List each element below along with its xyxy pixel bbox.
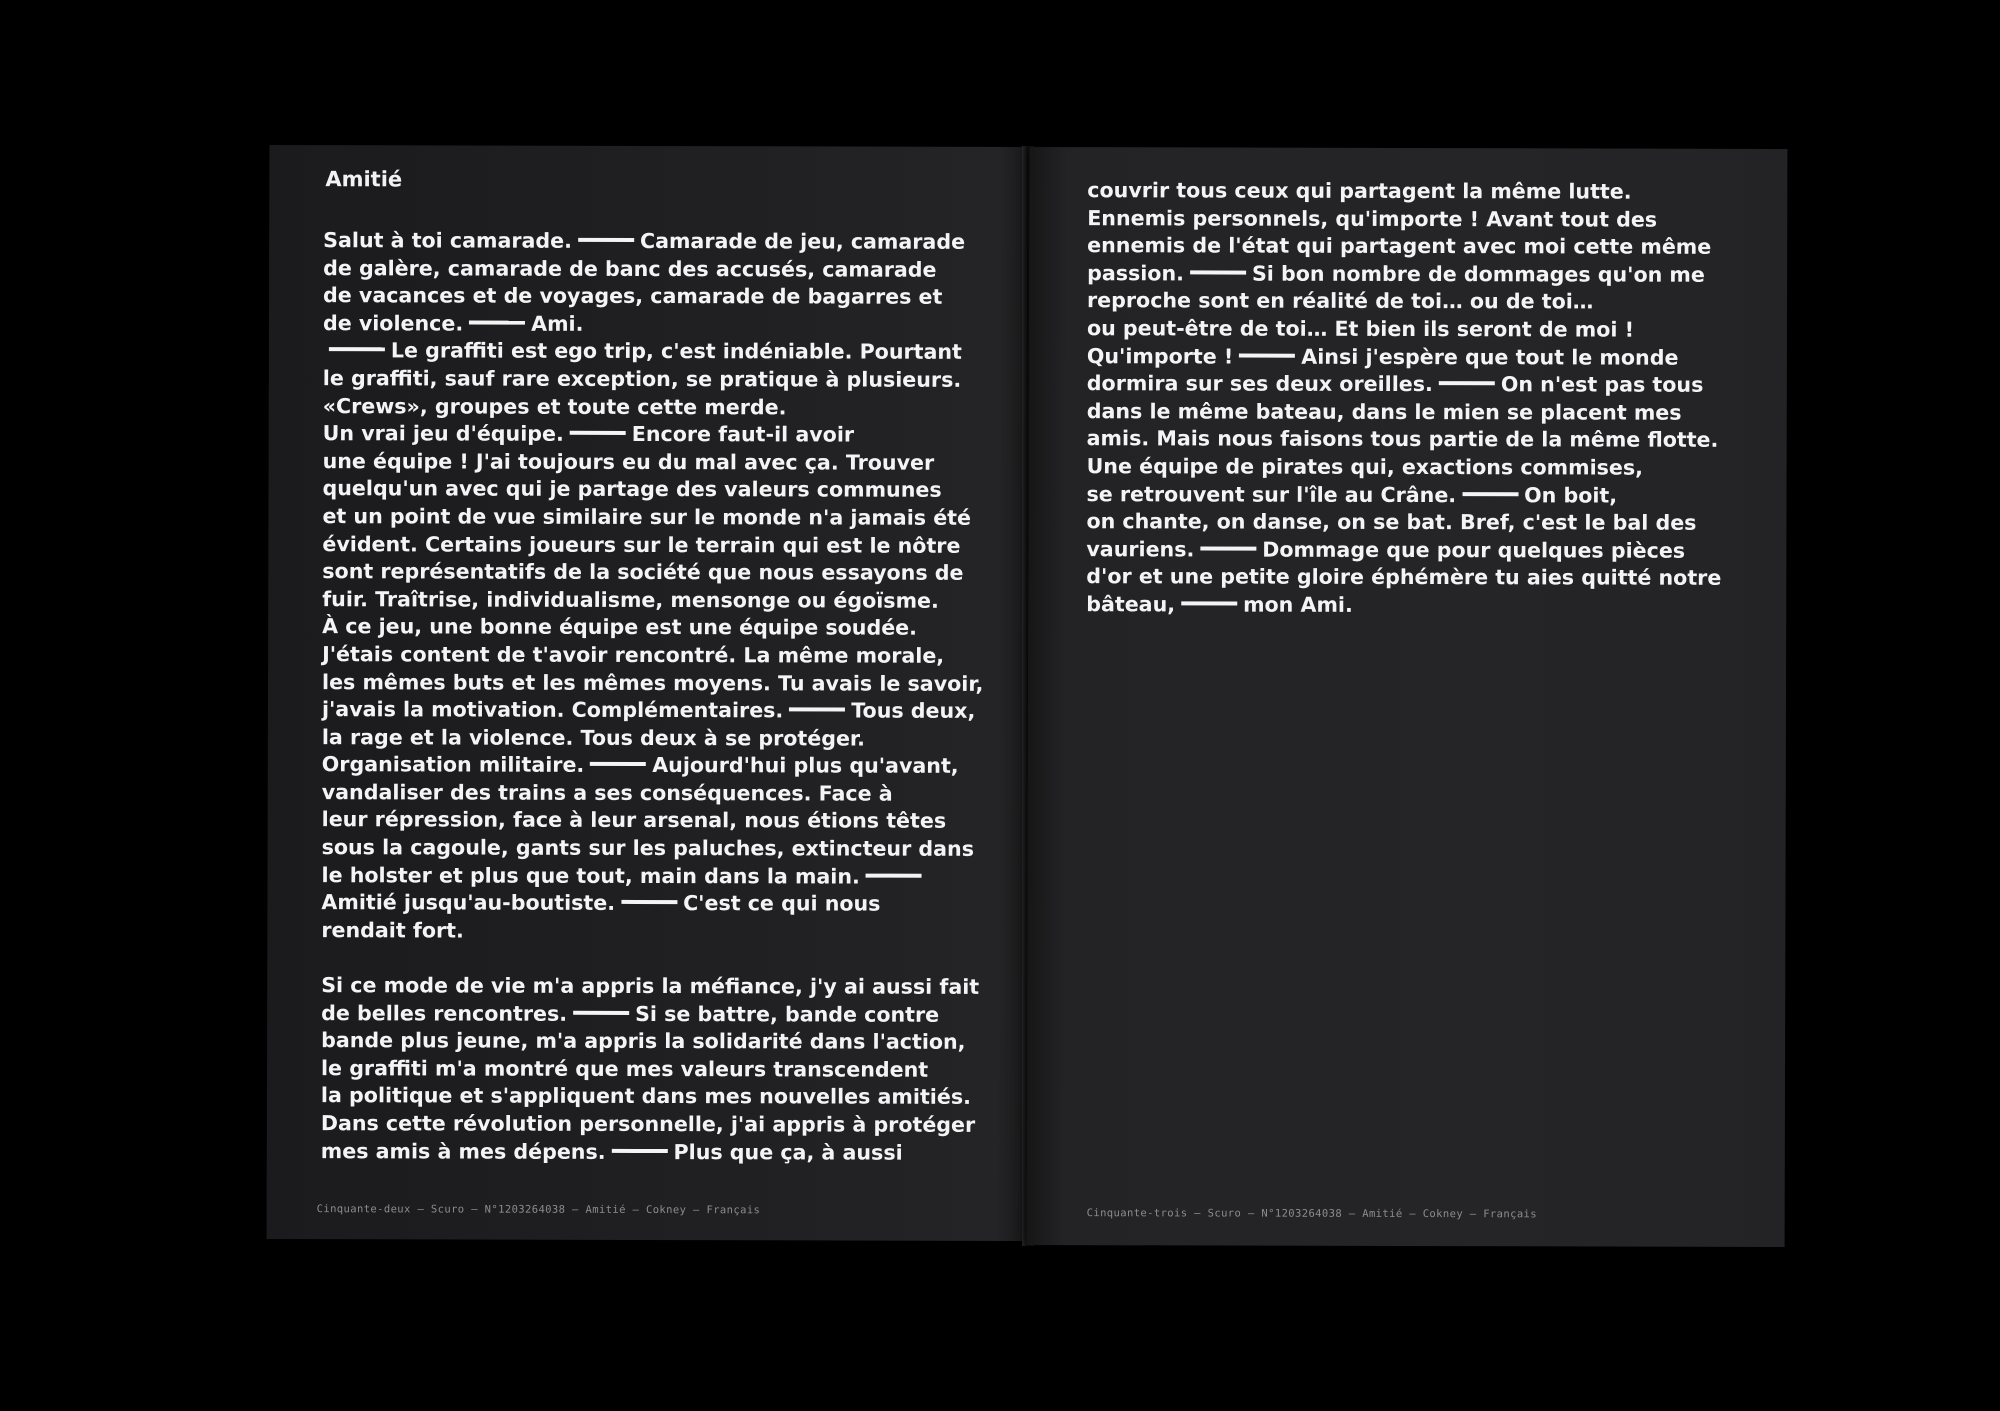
- dash-separator: [1439, 381, 1495, 385]
- text-line: [1086, 481, 1776, 510]
- text-line: [323, 393, 1013, 422]
- text-segment: de vacances et de voyages, camarade de bagarres et: [323, 283, 943, 309]
- text-segment: Tous deux,: [851, 698, 976, 723]
- text-segment: sous la cagoule, gants sur les paluches, extincteur dans: [321, 835, 975, 861]
- text-segment: Aujourd'hui plus qu'avant,: [652, 753, 959, 779]
- text-line: [322, 475, 1012, 504]
- text-segment: Un vrai jeu d'équipe.: [322, 421, 564, 446]
- text-segment: vauriens.: [1086, 536, 1195, 562]
- right-page: [1027, 147, 1788, 1247]
- text-line: [1087, 453, 1777, 482]
- text-segment: couvrir tous ceux qui partagent la même lutte.: [1087, 178, 1632, 204]
- text-line: [322, 531, 1012, 560]
- text-line: [322, 751, 1012, 780]
- text-segment: sont représentatifs de la société que nous essayons de: [322, 559, 964, 585]
- dash-separator: [578, 238, 634, 242]
- text-line: [323, 227, 1013, 256]
- text-line: [322, 834, 1012, 863]
- left-page-footer: Cinquante-deux – Scuro – N°1203264038 – Amitié – Cokney – Français: [316, 1203, 761, 1217]
- text-line: [323, 310, 1013, 339]
- text-line: [321, 1110, 1011, 1139]
- text-segment: reproche sont en réalité de toi… ou de toi…: [1087, 288, 1594, 314]
- text-segment: on chante, on danse, on se bat. Bref, c'est le bal des: [1086, 509, 1697, 535]
- right-page-footer: Cinquante-trois – Scuro – N°1203264038 – Amitié – Cokney – Français: [1086, 1207, 1538, 1221]
- text-line: [321, 972, 1011, 1001]
- text-segment: J'étais content de t'avoir rencontré. La même morale,: [322, 642, 945, 668]
- chapter-heading: Amitié: [325, 167, 403, 192]
- text-line: [321, 862, 1011, 891]
- text-segment: Camarade de jeu, camarade: [639, 228, 966, 254]
- text-segment: dormira sur ses deux oreilles.: [1086, 371, 1433, 397]
- text-segment: le graffiti m'a montré que mes valeurs transcendent: [320, 1055, 929, 1082]
- text-segment: Dommage que pour quelques pièces: [1262, 537, 1686, 563]
- text-segment: Si bon nombre de dommages qu'on me: [1251, 261, 1705, 287]
- dash-separator: [1239, 353, 1295, 357]
- text-segment: vandaliser des trains a ses conséquences. Face à: [321, 780, 893, 806]
- text-segment: ou peut-être de toi… Et bien ils seront de moi !: [1086, 316, 1635, 342]
- text-line: [1087, 205, 1777, 234]
- text-segment: On boit,: [1524, 482, 1618, 508]
- text-segment: leur répression, face à leur arsenal, nous étions têtes: [321, 807, 947, 834]
- dash-separator: [590, 762, 646, 766]
- text-line: [321, 889, 1011, 918]
- text-segment: une équipe ! J'ai toujours eu du mal avec ça. Trouver: [322, 448, 935, 475]
- text-segment: se retrouvent sur l'île au Crâne.: [1086, 481, 1457, 507]
- dash-separator: [789, 707, 845, 711]
- text-segment: Ami.: [531, 311, 584, 336]
- left-body-text: [321, 227, 1013, 1167]
- text-line: [323, 255, 1013, 284]
- text-line: [1087, 288, 1777, 317]
- text-line: [323, 365, 1013, 394]
- text-segment: rendait fort.: [321, 917, 464, 943]
- dash-separator: [1462, 492, 1518, 496]
- left-page: [267, 145, 1030, 1241]
- text-segment: Ainsi j'espère que tout le monde: [1301, 344, 1679, 370]
- text-segment: Plus que ça, à aussi: [673, 1139, 903, 1165]
- dash-separator: [612, 1149, 668, 1153]
- text-line: [1087, 260, 1777, 289]
- text-line: [323, 282, 1013, 311]
- dash-separator: [570, 431, 626, 435]
- dash-separator: [1200, 546, 1256, 550]
- text-segment: le graffiti, sauf rare exception, se pratique à plusieurs.: [322, 366, 962, 392]
- text-line: [323, 420, 1013, 449]
- dash-separator: [1181, 601, 1237, 605]
- text-segment: À ce jeu, une bonne équipe est une équipe soudée.: [322, 614, 918, 641]
- text-line: [322, 696, 1012, 725]
- text-line: [322, 558, 1012, 587]
- text-segment: dans le même bateau, dans le mien se placent mes: [1086, 398, 1682, 425]
- text-segment: ennemis de l'état qui partagent avec moi cette même: [1087, 233, 1712, 259]
- text-line: [323, 338, 1013, 367]
- text-line: [321, 1138, 1011, 1167]
- dash-separator: [329, 348, 385, 352]
- text-segment: Qu'importe !: [1086, 343, 1234, 369]
- text-line: [322, 613, 1012, 642]
- text-line: [1087, 426, 1777, 455]
- text-segment: Une équipe de pirates qui, exactions commises,: [1086, 454, 1644, 480]
- text-line: [1086, 563, 1776, 592]
- dash-separator: [573, 1010, 629, 1014]
- text-line: [323, 448, 1013, 477]
- text-line: [321, 1027, 1011, 1056]
- text-line: [321, 1000, 1011, 1029]
- text-line: [1087, 177, 1777, 206]
- text-segment: Dans cette révolution personnelle, j'ai appris à protéger: [320, 1111, 976, 1137]
- dash-separator: [866, 873, 922, 877]
- text-line: [321, 1055, 1011, 1084]
- text-segment: évident. Certains joueurs sur le terrain qui est le nôtre: [322, 531, 961, 558]
- text-line: [321, 917, 1011, 946]
- text-line: [1087, 315, 1777, 344]
- text-segment: Amitié jusqu'au-boutiste.: [321, 890, 616, 916]
- text-line: [322, 641, 1012, 670]
- text-line: [1087, 398, 1777, 427]
- text-segment: Encore faut-il avoir: [631, 422, 855, 447]
- text-segment: Si ce mode de vie m'a appris la méfiance, j'y ai aussi fait: [321, 973, 980, 999]
- text-segment: Ennemis personnels, qu'importe ! Avant tout des: [1087, 205, 1658, 232]
- text-line: [1086, 508, 1776, 537]
- text-segment: bâteau,: [1086, 592, 1176, 617]
- text-line: [1086, 591, 1776, 620]
- text-segment: le holster et plus que tout, main dans la main.: [321, 862, 860, 889]
- text-line: [322, 503, 1012, 532]
- text-segment: fuir. Traîtrise, individualisme, mensonge ou égoïsme.: [322, 586, 939, 613]
- text-line: [322, 669, 1012, 698]
- dash-separator: [621, 900, 677, 904]
- text-segment: j'avais la motivation. Complémentaires.: [321, 697, 784, 723]
- text-line: [1087, 370, 1777, 399]
- text-segment: bande plus jeune, m'a appris la solidarité dans l'action,: [321, 1028, 966, 1055]
- text-line: [322, 807, 1012, 836]
- text-line: [321, 1083, 1011, 1112]
- text-segment: Salut à toi camarade.: [323, 228, 573, 253]
- text-segment: «Crews», groupes et toute cette merde.: [322, 393, 787, 419]
- dash-separator: [469, 320, 525, 324]
- text-line: [1087, 232, 1777, 261]
- text-segment: la politique et s'appliquent dans mes nouvelles amitiés.: [320, 1083, 971, 1110]
- right-body-text: [1086, 177, 1777, 620]
- text-segment: quelqu'un avec qui je partage des valeurs communes: [322, 476, 942, 503]
- dash-separator: [1190, 270, 1246, 274]
- text-segment: Si se battre, bande contre: [635, 1001, 940, 1027]
- text-segment: C'est ce qui nous: [683, 891, 881, 916]
- text-line: [322, 586, 1012, 615]
- paragraph-gap: [321, 945, 1011, 974]
- text-segment: de belles rencontres.: [321, 1000, 568, 1026]
- text-line: [322, 779, 1012, 808]
- text-segment: de violence.: [322, 310, 464, 336]
- text-line: [1086, 536, 1776, 565]
- text-segment: d'or et une petite gloire éphémère tu aies quitté notre: [1086, 564, 1722, 591]
- text-segment: les mêmes buts et les mêmes moyens. Tu avais le savoir,: [321, 669, 984, 696]
- text-segment: Organisation militaire.: [321, 752, 585, 778]
- text-segment: de galère, camarade de banc des accusés, camarade: [323, 255, 937, 282]
- text-segment: On n'est pas tous: [1500, 372, 1704, 397]
- text-segment: la rage et la violence. Tous deux à se protéger.: [321, 724, 866, 751]
- text-segment: amis. Mais nous faisons tous partie de la même flotte.: [1086, 426, 1719, 453]
- text-segment: et un point de vue similaire sur le monde n'a jamais été: [322, 504, 972, 530]
- text-segment: Le graffiti est ego trip, c'est indéniable. Pourtant: [390, 338, 962, 365]
- text-segment: mes amis à mes dépens.: [320, 1138, 606, 1164]
- text-segment: passion.: [1087, 260, 1184, 286]
- text-line: [1087, 343, 1777, 372]
- text-line: [322, 724, 1012, 753]
- text-segment: mon Ami.: [1243, 592, 1353, 617]
